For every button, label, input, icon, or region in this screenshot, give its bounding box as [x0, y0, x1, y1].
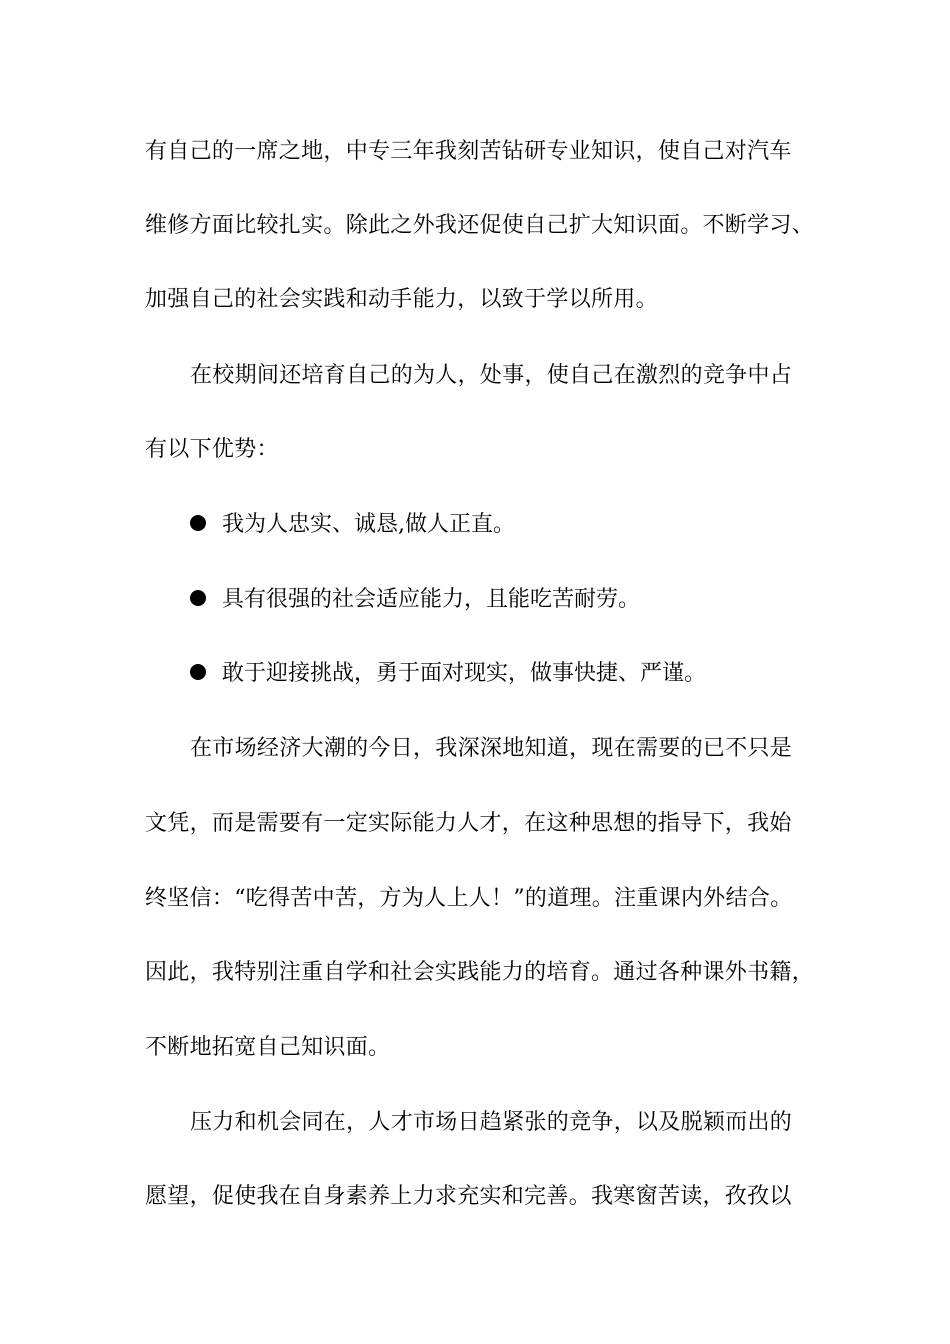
text-line-5: 有以下优势： — [145, 437, 279, 462]
bullet-item-1 — [190, 510, 515, 540]
text-line-2: 维修方面比较扎实。除此之外我还促使自己扩大知识面。不断学习、 — [145, 213, 815, 238]
bullet-icon — [190, 590, 206, 606]
text-line-11: 终坚信：“吃得苦中苦，方为人上人！”的道理。注重课内外结合。 — [145, 886, 793, 911]
text-line-3: 加强自己的社会实践和动手能力，以致于学以所用。 — [145, 287, 658, 312]
bullet-icon — [190, 515, 206, 531]
text-line-4: 在校期间还培育自己的为人，处事，使自己在激烈的竞争中占 — [190, 363, 793, 388]
text-line-12: 因此，我特别注重自学和社会实践能力的培育。通过各种课外书籍， — [145, 960, 815, 985]
bullet-text: 我为人忠实、诚恳,做人正直。 — [222, 512, 515, 537]
bullet-text: 具有很强的社会适应能力，且能吃苦耐劳。 — [222, 587, 641, 612]
bullet-text: 敢于迎接挑战，勇于面对现实，做事快捷、严谨。 — [222, 661, 707, 686]
bullet-item-2 — [190, 585, 640, 615]
text-line-1: 有自己的一席之地，中专三年我刻苦钻研专业知识，使自己对汽车 — [145, 139, 792, 164]
text-line-14: 压力和机会同在，人才市场日趋紧张的竞争，以及脱颖而出的 — [190, 1110, 793, 1135]
text-line-9: 在市场经济大潮的今日，我深深地知道，现在需要的已不只是 — [190, 736, 793, 761]
text-line-13: 不断地拓宽自己知识面。 — [145, 1035, 391, 1060]
text-line-15: 愿望，促使我在自身素养上力求充实和完善。我寒窗苦读，孜孜以 — [145, 1184, 792, 1209]
bullet-icon — [190, 664, 206, 680]
text-line-10: 文凭，而是需要有一定实际能力人才，在这种思想的指导下，我始 — [145, 811, 792, 836]
bullet-item-3 — [190, 659, 706, 689]
